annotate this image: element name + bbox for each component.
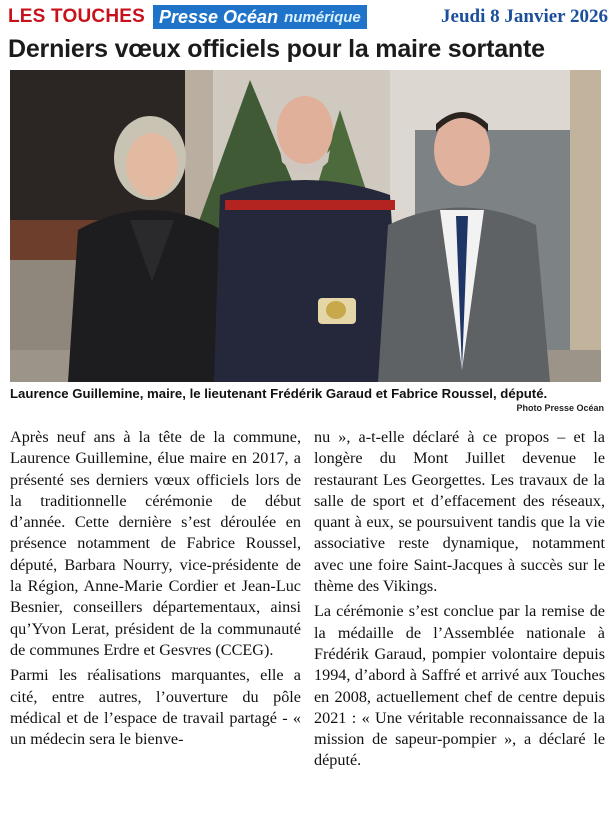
masthead [8,4,608,30]
photo-illustration [10,70,601,382]
paragraph: Après neuf ans à la tête de la commune, Laurence Guillemine, élue maire en 2017, a présenté ses derniers vœux officiels lors de la traditionnelle cérémonie de début d’année. Cette dernière s’est déroulée en présence notamment de Fabrice Roussel, député, Barbara Nourry, vice-présidente de la Région, Anne-Marie Cordier et Jean-Luc Besnier, conseillers départementaux, ainsi qu’Yvon Lerat, président de la communauté de communes Erdre et Gesvres (CCEG). [10,428,301,659]
paragraph: La cérémonie s’est conclue par la remise de la médaille de l’Assemblée nationale à Frédérik Garaud, pompier volontaire depuis 1994, d’abord à Saffré et arrivé aux Touches en 2008, actuellement chef de centre depuis 2021 : « Une véritable reconnaissance de la mission de sapeur-pompier », a déclaré le député. [314,602,605,770]
photo-credit: Photo Presse Océan [516,403,604,413]
brand-subtitle: numérique [284,8,361,26]
brand-name: Presse Océan [158,6,279,27]
article-column-right [314,427,605,776]
section-label: LES TOUCHES [8,6,145,27]
headline: Derniers vœux officiels pour la maire sortante [8,35,545,63]
brand-logo [153,5,367,29]
publication-date: Jeudi 8 Janvier 2026 [441,6,608,27]
photo-caption: Laurence Guillemine, maire, le lieutenant Frédérik Garaud et Fabrice Roussel, député. [10,386,548,401]
article-column-left [10,427,301,754]
article-photo [10,70,601,382]
paragraph: Parmi les réalisations marquantes, elle a cité, entre autres, l’ouverture du pôle médical et de l’espace de travail partagé - « un médecin sera le bienve- [10,666,301,749]
paragraph: nu », a-t-elle déclaré à ce propos – et la longère du Mont Juillet devenue le restaurant Les Georgettes. Les travaux de la salle de sport et d’effacement des réseaux, quant à eux, se poursuivent tandis que la vie associative reste dynamique, notamment avec une foire Saint-Jacques à succès sur le thème des Vikings. [314,428,605,596]
